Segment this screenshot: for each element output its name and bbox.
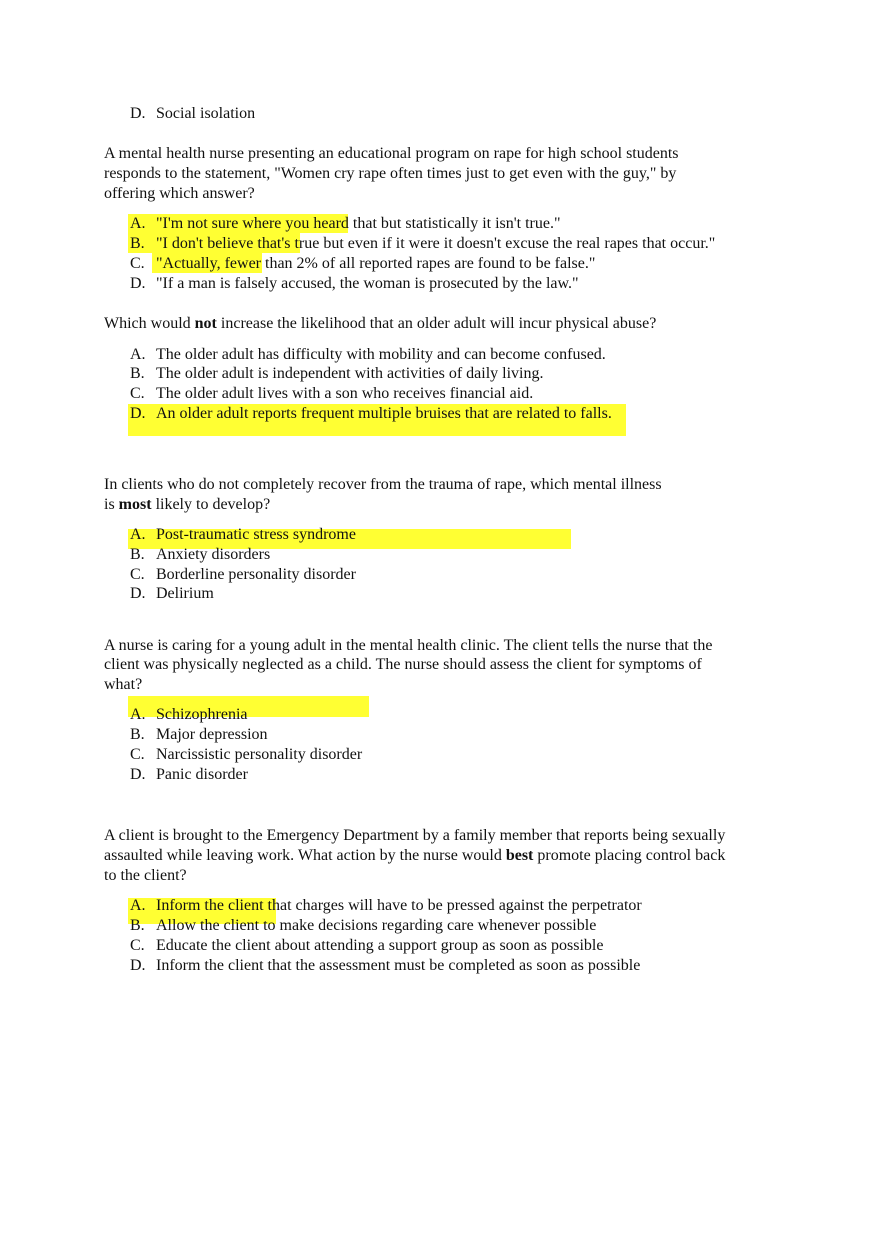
option-text: Inform the client that the assessment must be completed as soon as possible	[156, 957, 641, 974]
answer-option	[130, 725, 268, 745]
answer-option	[130, 584, 214, 604]
answer-option	[130, 254, 595, 274]
option-text: Narcissistic personality disorder	[156, 746, 363, 763]
answer-option	[130, 745, 362, 765]
option-text: The older adult lives with a son who receives financial aid.	[156, 385, 534, 402]
option-letter: D.	[130, 275, 146, 292]
answer-option	[130, 916, 596, 936]
option-letter: D.	[130, 957, 146, 974]
option-text: The older adult has difficulty with mobility and can become confused.	[156, 346, 606, 363]
stem-text: Which would	[104, 315, 191, 332]
stem-text: likely to develop?	[155, 496, 271, 513]
answer-option	[130, 345, 606, 365]
answer-option	[130, 705, 248, 725]
answer-option	[130, 274, 579, 294]
stem-text: increase the likelihood that an older adult will incur physical abuse?	[220, 315, 657, 332]
answer-option	[130, 104, 255, 124]
option-text: Inform the client that charges will have to be pressed against the perpetrator	[156, 897, 642, 914]
option-text: Post-traumatic stress syndrome	[156, 526, 356, 543]
answer-option	[130, 565, 356, 585]
option-text: "Actually, fewer than 2% of all reported rapes are found to be false."	[156, 255, 596, 272]
option-text: Anxiety disorders	[156, 546, 271, 563]
question-stem: A client is brought to the Emergency Department by a family member that reports being sexually	[104, 827, 726, 844]
stem-text: is	[104, 496, 115, 513]
option-letter: C.	[130, 746, 145, 763]
option-text: "If a man is falsely accused, the woman is prosecuted by the law."	[156, 275, 579, 292]
option-letter: D.	[130, 766, 146, 783]
question-stem: to the client?	[104, 867, 187, 884]
option-letter: C.	[130, 566, 145, 583]
option-text: "I don't believe that's true but even if it were it doesn't excuse the real rapes that occur."	[156, 235, 716, 252]
option-letter: D.	[130, 405, 146, 422]
question-stem	[104, 314, 656, 334]
option-letter: B.	[130, 726, 145, 743]
option-text: The older adult is independent with activities of daily living.	[156, 365, 544, 382]
answer-option	[130, 384, 533, 404]
option-letter: C.	[130, 255, 145, 272]
option-text: Educate the client about attending a support group as soon as possible	[156, 937, 604, 954]
answer-option	[130, 364, 543, 384]
option-letter: B.	[130, 546, 145, 563]
stem-text: assaulted while leaving work. What action by the nurse would	[104, 847, 502, 864]
answer-option	[130, 765, 248, 785]
option-text: Major depression	[156, 726, 268, 743]
option-text: Social isolation	[156, 105, 256, 122]
option-letter: C.	[130, 385, 145, 402]
option-letter: B.	[130, 365, 145, 382]
option-letter: A.	[130, 346, 146, 363]
answer-option	[130, 234, 715, 254]
option-text: Borderline personality disorder	[156, 566, 356, 583]
question-stem: what?	[104, 676, 143, 693]
question-stem	[104, 846, 725, 866]
answer-option	[130, 404, 612, 424]
option-letter: A.	[130, 897, 146, 914]
stem-text: promote placing control back	[537, 847, 726, 864]
answer-option	[130, 545, 270, 565]
answer-option	[130, 214, 561, 234]
option-text: Delirium	[156, 585, 214, 602]
question-stem: A mental health nurse presenting an educational program on rape for high school students	[104, 145, 679, 162]
question-stem: A nurse is caring for a young adult in the mental health clinic. The client tells the nurse that the	[104, 637, 713, 654]
option-text: Allow the client to make decisions regarding care whenever possible	[156, 917, 597, 934]
option-letter: B.	[130, 235, 145, 252]
answer-option	[130, 936, 603, 956]
option-letter: B.	[130, 917, 145, 934]
option-letter: C.	[130, 937, 145, 954]
option-letter: A.	[130, 215, 146, 232]
question-stem	[104, 495, 270, 515]
option-text: "I'm not sure where you heard that but statistically it isn't true."	[156, 215, 561, 232]
answer-option	[130, 525, 356, 545]
option-letter: A.	[130, 706, 146, 723]
stem-emphasis: not	[194, 315, 217, 332]
option-text: An older adult reports frequent multiple bruises that are related to falls.	[156, 405, 612, 422]
stem-emphasis: best	[505, 847, 534, 864]
option-text: Panic disorder	[156, 766, 248, 783]
answer-option	[130, 956, 640, 976]
question-stem: responds to the statement, "Women cry rape often times just to get even with the guy," by	[104, 165, 677, 182]
option-letter: D.	[130, 585, 146, 602]
question-stem: client was physically neglected as a child. The nurse should assess the client for symptoms of	[104, 656, 702, 673]
option-letter: A.	[130, 526, 146, 543]
answer-option	[130, 896, 642, 916]
option-letter: D.	[130, 105, 146, 122]
option-text: Schizophrenia	[156, 706, 248, 723]
stem-emphasis: most	[118, 496, 152, 513]
question-stem: offering which answer?	[104, 185, 255, 202]
question-stem: In clients who do not completely recover from the trauma of rape, which mental illness	[104, 476, 662, 493]
